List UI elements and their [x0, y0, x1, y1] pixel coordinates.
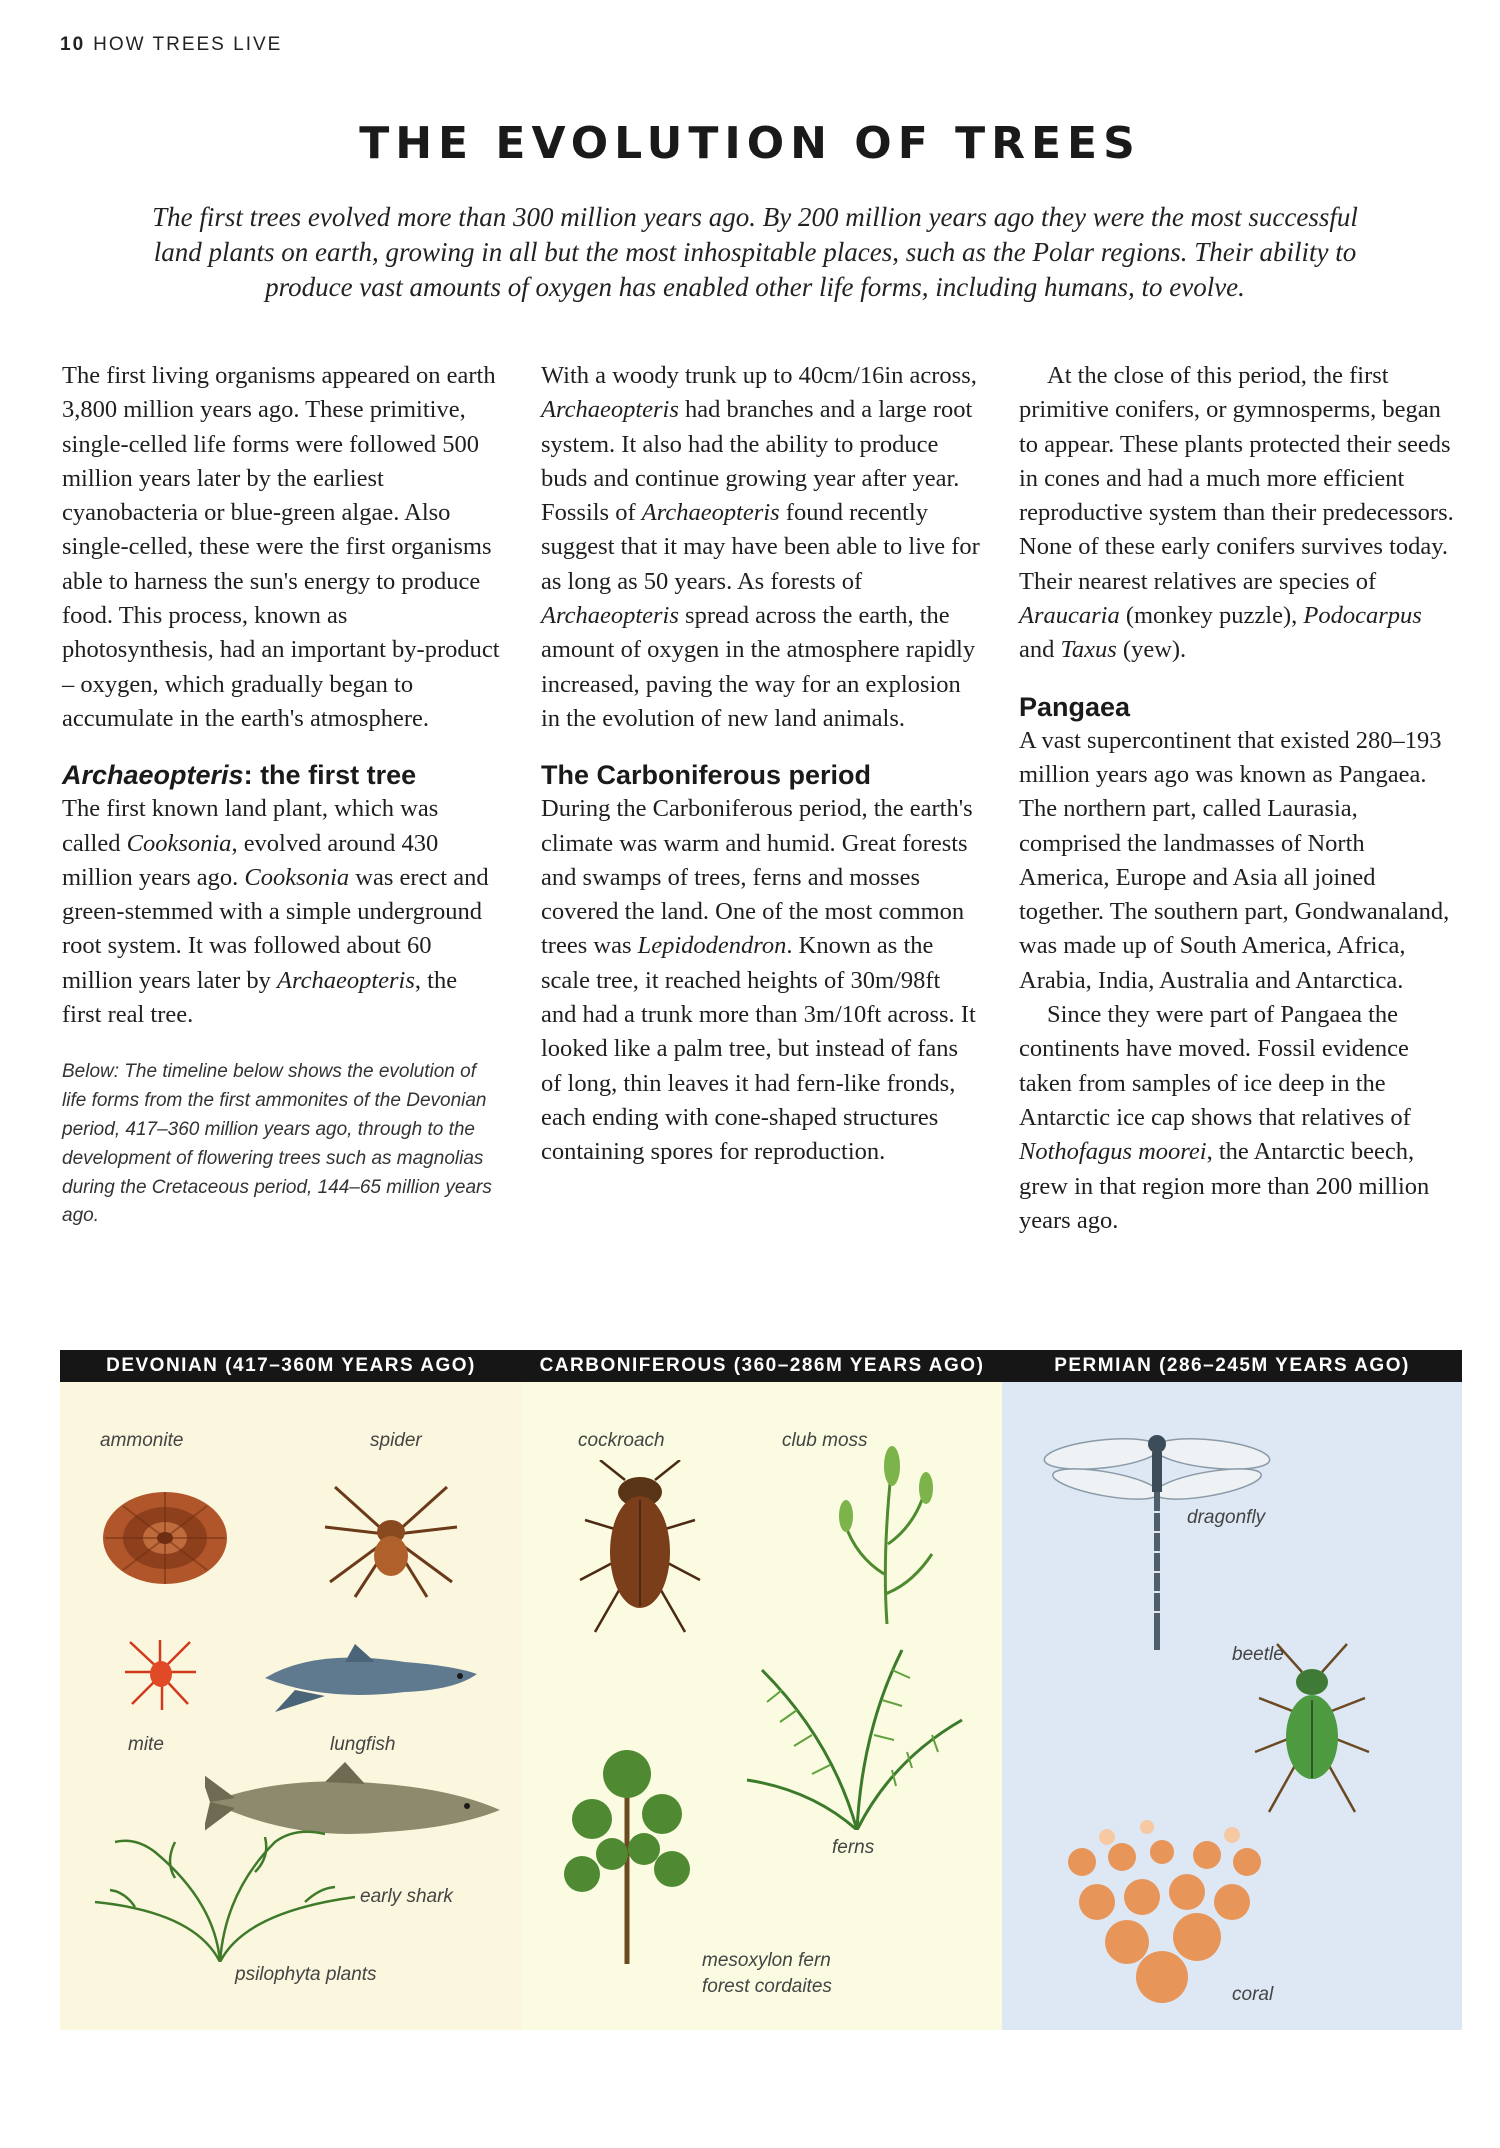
- timeline: [60, 1350, 1462, 2030]
- lungfish-illustration: [255, 1640, 485, 1715]
- taxon-name: Archaeopteris: [541, 396, 679, 424]
- text-run: had branches and a large root system. It also had the ability to produce buds and continue growing year after year. Fossils of: [541, 396, 973, 527]
- text-run: , evolved around 430 million years ago.: [62, 829, 439, 891]
- heading-archaeopteris-rest: : the first tree: [243, 760, 417, 791]
- text-run: , the first real tree.: [62, 966, 458, 1029]
- label-mite: mite: [128, 1734, 164, 1755]
- paragraph-carboniferous: [541, 792, 981, 1169]
- text-run: spread across the earth, the amount of oxygen in the atmosphere rapidly increased, paving the way for an explosion in the evolution of new land animals.: [541, 602, 976, 732]
- heading-pangaea: Pangaea: [1019, 691, 1131, 722]
- heading-archaeopteris: [62, 758, 502, 792]
- taxon-name: Archaeopteris: [641, 499, 780, 527]
- taxon-name: Podocarpus: [1303, 602, 1422, 630]
- label-dragonfly: dragonfly: [1187, 1507, 1266, 1528]
- taxon-name: Cooksonia: [244, 863, 350, 891]
- label-club-moss: club moss: [782, 1430, 868, 1451]
- timeline-caption: Below: The timeline below shows the evolution of life forms from the first ammonites of the Devonian period, 417–360 million years ago, through to the development of flowering trees such as magnolias during the Cretaceous period, 144–65 million years ago.: [62, 1061, 492, 1227]
- panel-permian: [1002, 1382, 1462, 2030]
- text-run: , the Antarctic beech, grew in that region more than 200 million years ago.: [1019, 1138, 1430, 1234]
- section-title: HOW TREES LIVE: [93, 34, 283, 55]
- label-cockroach: cockroach: [578, 1430, 665, 1451]
- taxon-name: Cooksonia: [126, 829, 232, 857]
- intro-text: The first trees evolved more than 300 million years ago. By 200 million years ago they were the most successful land plants on earth, growing in all but the most inhospitable places, such as the Polar regions. Their ability to produce vast amounts of oxygen has enabled other life forms, including humans, to evolve.: [152, 202, 1358, 302]
- text-run: With a woody trunk up to 40cm/16in across,: [541, 362, 977, 389]
- cockroach-illustration: [570, 1460, 710, 1635]
- paragraph-conifers: [1019, 359, 1459, 668]
- text-run: At the close of this period, the first primitive conifers, or gymnosperms, began to appear. These plants protected their seeds in cones and had a much more efficient reproductive system than their predecessors. None of these early conifers survives today. Their nearest relatives are species of: [1019, 362, 1454, 595]
- paragraph-first-land-plant: [62, 792, 502, 1032]
- running-head: [60, 34, 282, 56]
- period-devonian-label: DEVONIAN (417–360M YEARS AGO): [106, 1355, 476, 1376]
- text-run: The first known land plant, which was called: [62, 795, 439, 857]
- label-early-shark: early shark: [360, 1886, 453, 1907]
- coral-illustration: [1047, 1807, 1277, 2007]
- period-carboniferous-label: CARBONIFEROUS (360–286M YEARS AGO): [539, 1355, 985, 1376]
- spider-illustration: [315, 1472, 465, 1602]
- ferns-illustration: [742, 1640, 972, 1830]
- taxon-name: Archaeopteris: [541, 602, 679, 630]
- label-ferns: ferns: [832, 1837, 875, 1858]
- text-run: found recently suggest that it may have been able to live for as long as 50 years. As forests of: [541, 499, 980, 595]
- timeline-header-bar: [60, 1350, 1462, 1382]
- taxon-name: Araucaria: [1019, 602, 1120, 630]
- label-mesoxylon: mesoxylon fern: [702, 1950, 831, 1971]
- paragraph-continents: [1019, 998, 1459, 1238]
- column-3: [1019, 359, 1459, 1238]
- text-run: (monkey puzzle),: [1119, 602, 1304, 630]
- dragonfly-illustration: [1042, 1422, 1272, 1652]
- column-2: [541, 359, 981, 1170]
- psilophyta-plants-illustration: [75, 1812, 365, 1962]
- text-run: and: [1019, 636, 1061, 664]
- page-title: THE EVOLUTION OF TREES: [359, 118, 1141, 169]
- period-permian-label: PERMIAN (286–245M YEARS AGO): [1054, 1355, 1410, 1376]
- text-run: . Known as the scale tree, it reached heights of 30m/98ft and had a trunk more than 3m/10ft across. It looked like a palm tree, but instead of fans of long, thin leaves it had fern-like fronds, each ending with cone-shaped structures containing spores for reproduction.: [541, 932, 976, 1166]
- text-run: (yew).: [1116, 636, 1187, 664]
- text-run: During the Carboniferous period, the earth's climate was warm and humid. Great forests and swamps of trees, ferns and mosses covered the land. One of the most common trees was: [541, 795, 973, 960]
- text-run: was erect and green-stemmed with a simple underground root system. It was followed about 60 million years later by: [62, 863, 489, 994]
- label-cordaites: forest cordaites: [702, 1976, 832, 1997]
- label-lungfish: lungfish: [330, 1734, 396, 1755]
- heading-archaeopteris-em: Archaeopteris: [62, 760, 244, 791]
- mite-illustration: [120, 1632, 200, 1712]
- label-psilophyta: psilophyta plants: [235, 1964, 377, 1985]
- paragraph-archaeopteris: [541, 359, 981, 736]
- label-coral: coral: [1232, 1984, 1274, 2005]
- label-spider: spider: [370, 1430, 422, 1451]
- panel-carboniferous: [522, 1382, 1002, 2030]
- text-run: Since they were part of Pangaea the continents have moved. Fossil evidence taken from samples of ice deep in the Antarctic ice cap shows that relatives of: [1019, 1001, 1411, 1131]
- label-ammonite: ammonite: [100, 1430, 184, 1451]
- club-moss-illustration: [832, 1444, 942, 1624]
- label-beetle: beetle: [1232, 1644, 1284, 1665]
- panel-devonian: [60, 1382, 522, 2030]
- taxon-name: Nothofagus moorei: [1019, 1138, 1207, 1166]
- taxon-name: Taxus: [1060, 636, 1117, 664]
- page-number: 10: [60, 34, 86, 55]
- cordaites-illustration: [552, 1734, 702, 1964]
- ammonite-illustration: [95, 1480, 235, 1590]
- taxon-name: Archaeopteris: [277, 966, 415, 994]
- heading-carboniferous: The Carboniferous period: [541, 760, 872, 791]
- paragraph-pangaea: A vast supercontinent that existed 280–193 million years ago was known as Pangaea. The northern part, called Laurasia, comprised the landmasses of North America, Europe and Asia all joined together. The southern part, Gondwanaland, was made up of South America, Africa, Arabia, India, Australia and Antarctica.: [1019, 726, 1450, 994]
- beetle-illustration: [1247, 1642, 1377, 1822]
- column-1: [62, 359, 502, 1231]
- taxon-name: Lepidodendron: [637, 932, 787, 960]
- paragraph-origins: The first living organisms appeared on earth 3,800 million years ago. These primitive, single-celled life forms were followed 500 million years later by the earliest cyanobacteria or blue-green algae. Also single-celled, these were the first organisms able to harness the sun's energy to produce food. This process, known as photosynthesis, had an important by-product – oxygen, which gradually began to accumulate in the earth's atmosphere.: [62, 362, 500, 732]
